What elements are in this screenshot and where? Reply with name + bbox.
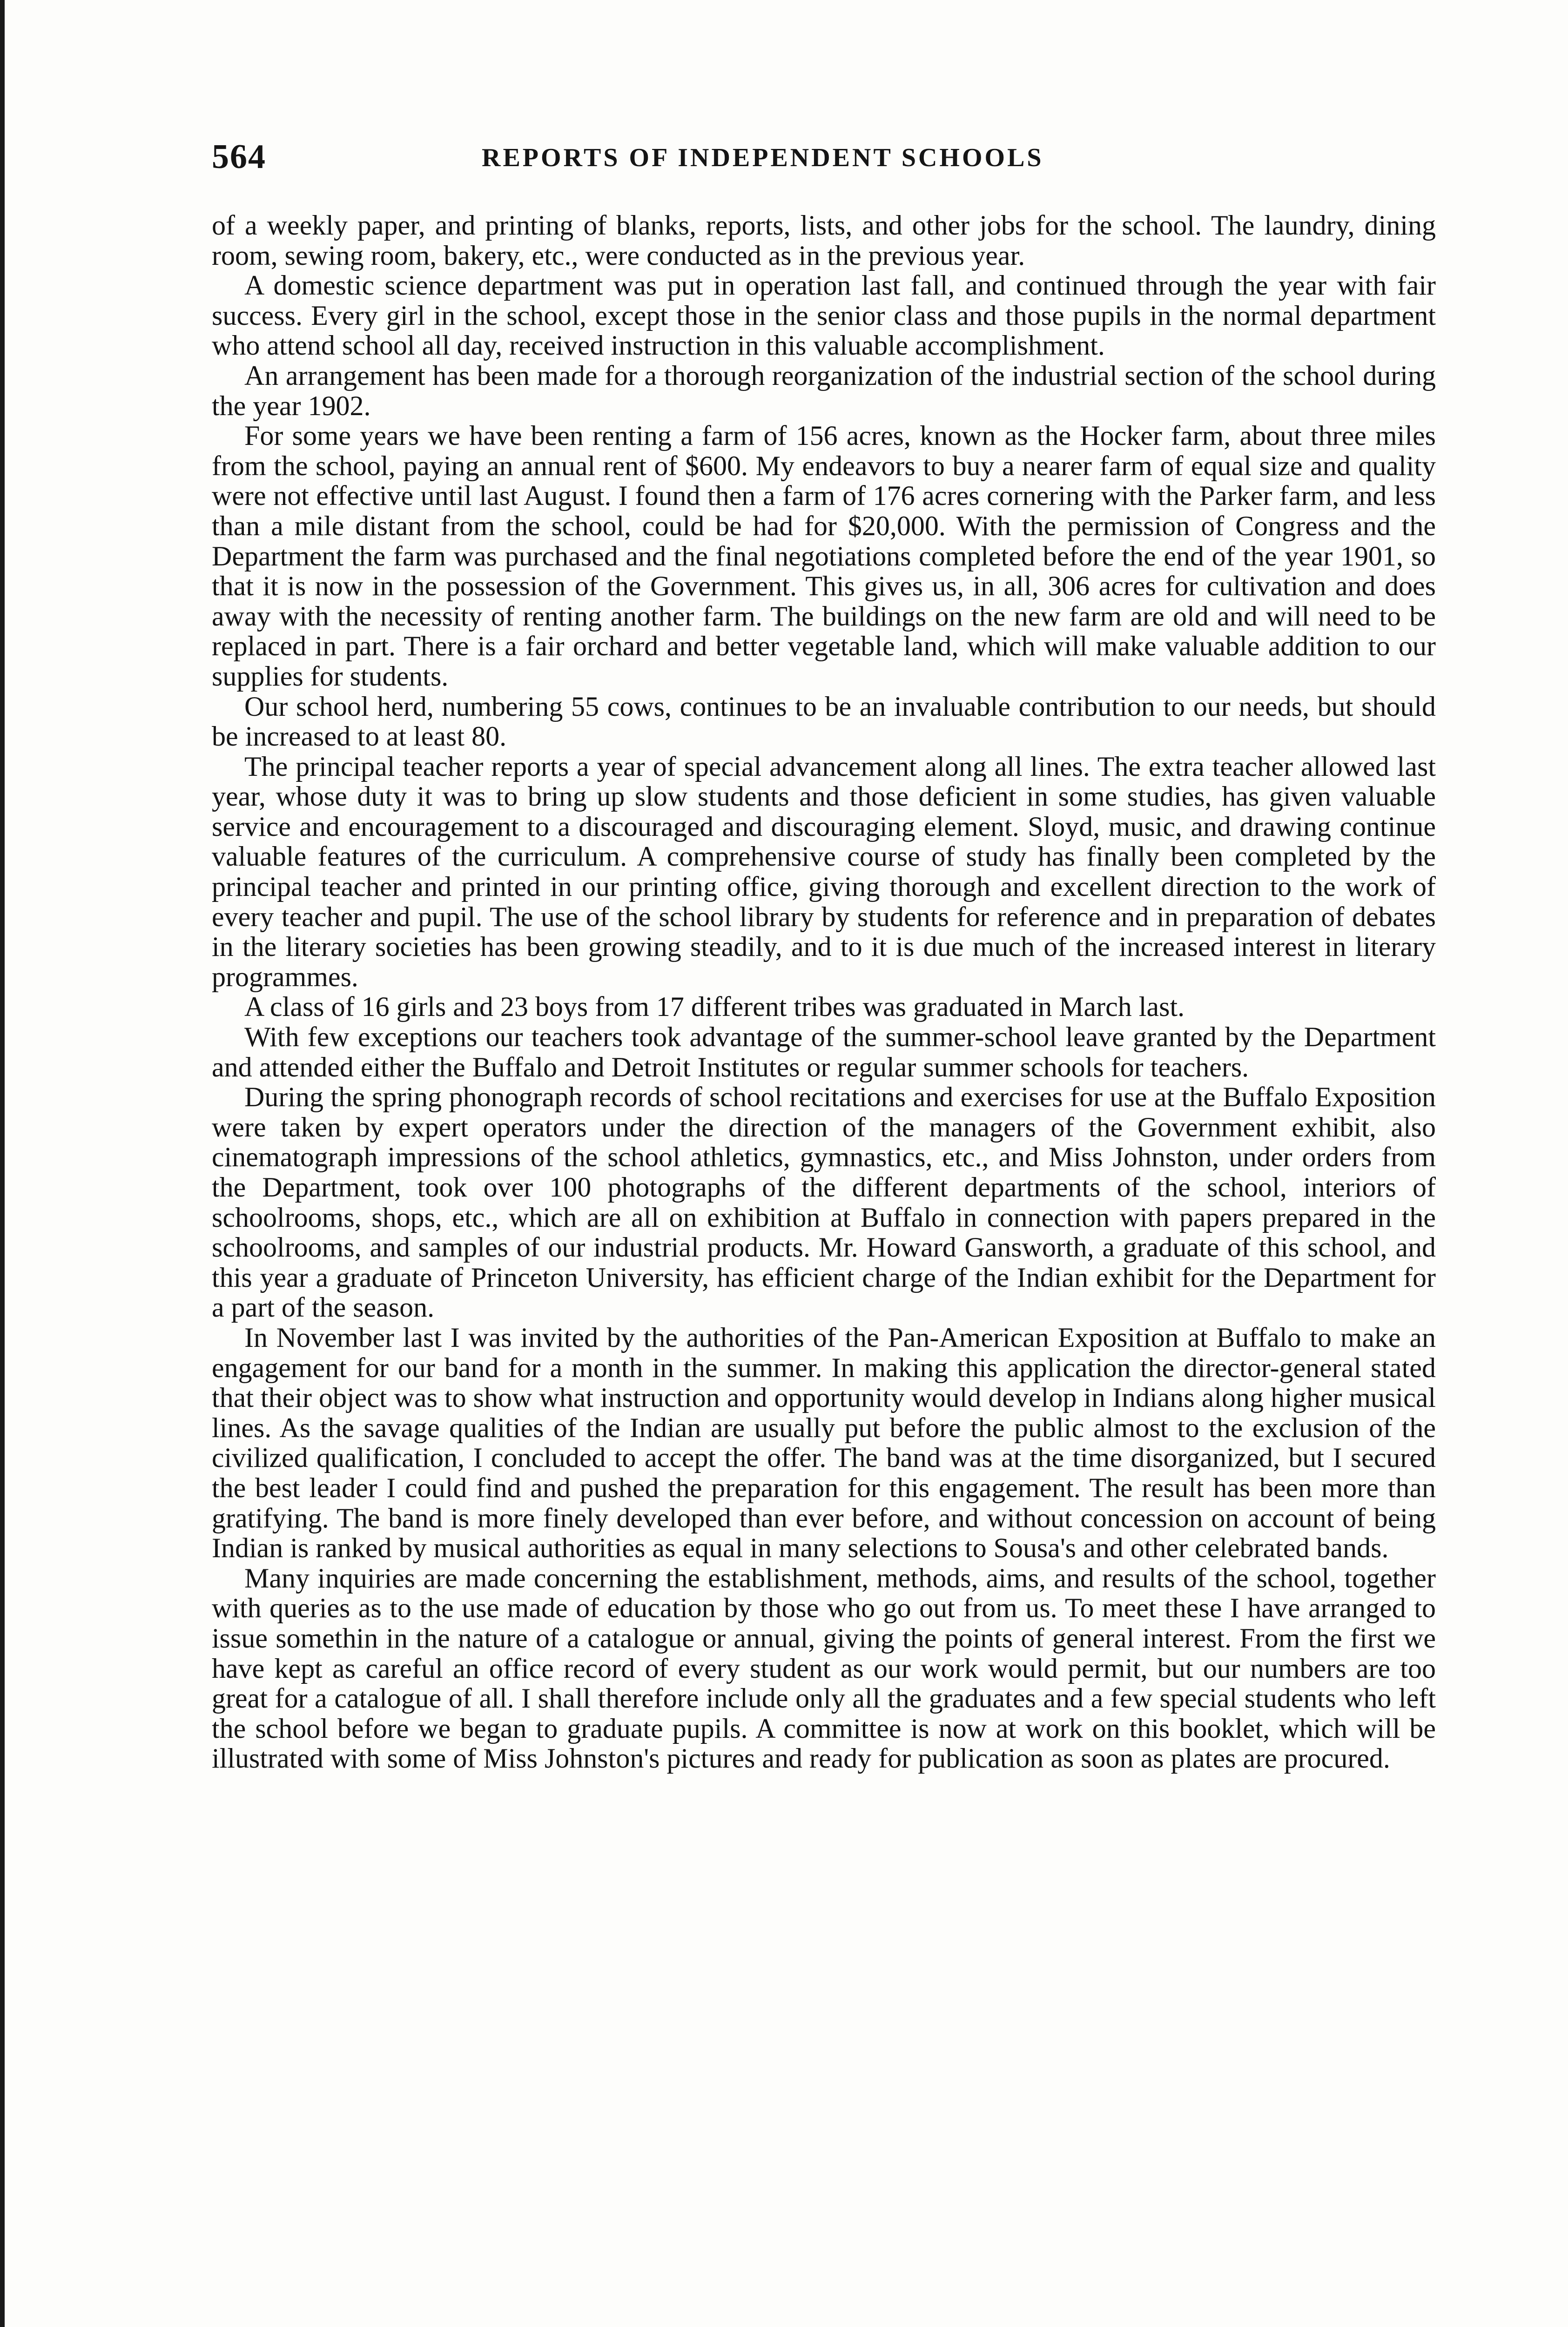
page-header bbox=[212, 137, 1436, 188]
paragraph-farm: For some years we have been renting a farm of 156 acres, known as the Hocker farm, about three miles from the school, paying an annual rent of $600. My endeavors to buy a nearer farm of equal size and quality were not effective until last August. I found then a farm of 176 acres cornering with the Parker farm, and less than a mile distant from the school, could be had for $20,000. With the permission of Congress and the Department the farm was purchased and the final negotiations completed before the end of the year 1901, so that it is now in the possession of the Government. This gives us, in all, 306 acres for cultivation and does away with the necessity of renting another farm. The buildings on the new farm are old and will need to be replaced in part. There is a fair orchard and better vegetable land, which will make valuable addition to our supplies for students. bbox=[212, 420, 1436, 692]
body-text bbox=[212, 210, 1436, 1774]
paragraph-graduating-class: A class of 16 girls and 23 boys from 17 different tribes was graduated in March last. bbox=[244, 991, 1185, 1022]
paragraph-summer-school: With few exceptions our teachers took advantage of the summer-school leave granted by the Department and attended either the Buffalo and Detroit Institutes or regular summer schools for teachers. bbox=[212, 1022, 1436, 1083]
paragraph-continued: of a weekly paper, and printing of blanks, reports, lists, and other jobs for the school. The laundry, dining room, sewing room, bakery, etc., were conducted as in the previous year. bbox=[212, 210, 1436, 271]
paragraph-buffalo-exposition: During the spring phonograph records of school recitations and exercises for use at the Buffalo Exposition were taken by expert operators under the direction of the managers of the Government exhibit, also cinematograph impressions of the school athletics, gymnastics, etc., and Miss Johnston, under orders from the Department, took over 100 photographs of the different departments of the school, interiors of schoolrooms, shops, etc., which are all on exhibition at Buffalo in connection with papers prepared in the schoolrooms, and samples of our industrial products. Mr. Howard Gansworth, a graduate of this school, and this year a graduate of Princeton University, has efficient charge of the Indian exhibit for the Department for a part of the season. bbox=[212, 1082, 1436, 1323]
page-number: 564 bbox=[212, 138, 266, 176]
paragraph-domestic-science: A domestic science department was put in operation last fall, and continued through the year with fair success. Every girl in the school, except those in the senior class and those pupils in the normal department who attend school all day, received instruction in this valuable accomplishment. bbox=[212, 270, 1436, 361]
paragraph-principal-teacher: The principal teacher reports a year of special advancement along all lines. The extra teacher allowed last year, whose duty it was to bring up slow students and those deficient in some studies, has given valuable service and encouragement to a discouraged and discouraging element. Sloyd, music, and drawing continue valuable features of the curriculum. A comprehensive course of study has finally been completed by the principal teacher and printed in our printing office, giving thorough and excellent direction to the work of every teacher and pupil. The use of the school library by students for reference and in preparation of debates in the literary societies has been growing steadily, and to it is due much of the increased interest in literary programmes. bbox=[212, 751, 1436, 992]
paragraph-catalogue: Many inquiries are made concerning the establishment, methods, aims, and results of the school, together with queries as to the use made of education by those who go out from us. To meet these I have arranged to issue somethin in the nature of a catalogue or annual, giving the points of general interest. From the first we have kept as careful an office record of every student as our work would permit, but our numbers are too great for a catalogue of all. I shall therefore include only all the graduates and a few special students who left the school before we began to graduate pupils. A committee is now at work on this booklet, which will be illustrated with some of Miss Johnston's pictures and ready for publication as soon as plates are procured. bbox=[212, 1562, 1436, 1774]
scan-border-left bbox=[0, 0, 5, 2327]
paragraph-reorganization: An arrangement has been made for a thorough reorganization of the industrial section of the school during the year 1902. bbox=[212, 360, 1436, 421]
paragraph-school-herd: Our school herd, numbering 55 cows, continues to be an invaluable contribution to our needs, but should be increased to at least 80. bbox=[212, 691, 1436, 752]
running-head: REPORTS OF INDEPENDENT SCHOOLS bbox=[482, 143, 1044, 172]
paragraph-band: In November last I was invited by the authorities of the Pan-American Exposition at Buffalo to make an engagement for our band for a month in the summer. In making this application the director-general stated that their object was to show what instruction and opportunity would develop in Indians along higher musical lines. As the savage qualities of the Indian are usually put before the public almost to the exclusion of the civilized qualification, I concluded to accept the offer. The band was at the time disorganized, but I secured the best leader I could find and pushed the preparation for this engagement. The result has been more than gratifying. The band is more finely developed than ever before, and without concession on account of being Indian is ranked by musical authorities as equal in many selections to Sousa's and other celebrated bands. bbox=[212, 1322, 1436, 1564]
